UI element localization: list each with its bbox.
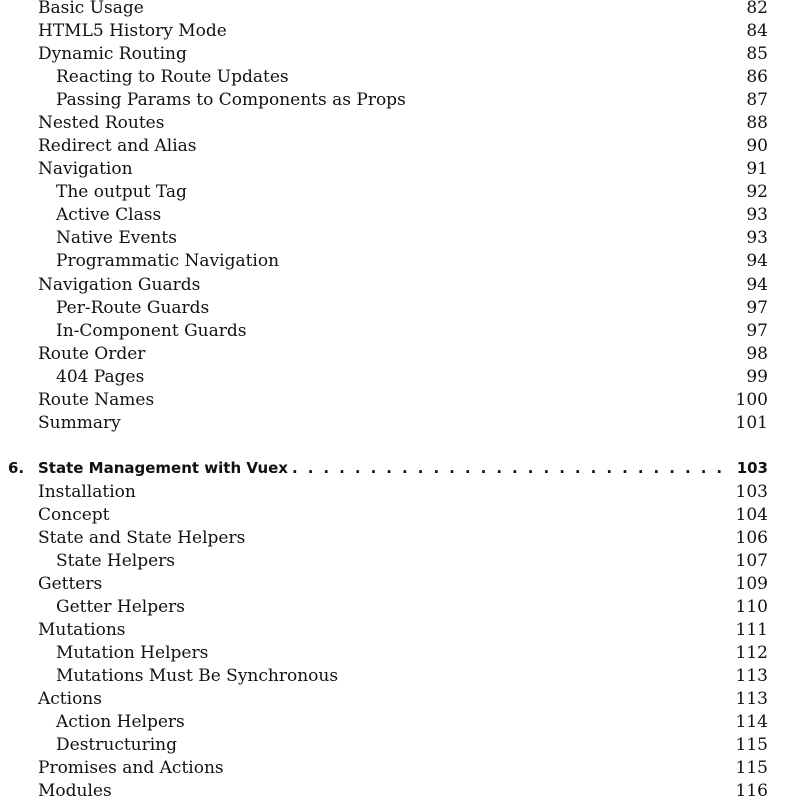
toc-entry-page: 88 bbox=[746, 113, 768, 133]
toc-entry-title: Mutations Must Be Synchronous bbox=[56, 666, 339, 686]
toc-subentry[interactable] bbox=[56, 250, 768, 273]
toc-entry-page: 82 bbox=[746, 0, 768, 18]
toc-entry-page: 85 bbox=[746, 44, 768, 64]
toc-entry-page: 107 bbox=[735, 551, 768, 571]
toc-entry[interactable] bbox=[38, 43, 768, 66]
toc-subentry[interactable] bbox=[56, 734, 768, 757]
toc-entry-title: Action Helpers bbox=[56, 712, 185, 732]
toc-entry-title: 404 Pages bbox=[56, 367, 145, 387]
toc-entry-title: Navigation bbox=[38, 159, 133, 179]
toc-entry-title: Per-Route Guards bbox=[56, 298, 210, 318]
toc-entry-page: 97 bbox=[746, 298, 768, 318]
toc-subentry[interactable] bbox=[56, 227, 768, 250]
toc-entry-title: Redirect and Alias bbox=[38, 136, 197, 156]
toc-entry-title: State Helpers bbox=[56, 551, 176, 571]
toc-entry-page: 101 bbox=[735, 413, 768, 433]
toc-entry-title: HTML5 History Mode bbox=[38, 21, 227, 41]
toc-entry-title: Navigation Guards bbox=[38, 275, 201, 295]
toc-entry-title: State and State Helpers bbox=[38, 528, 246, 548]
toc-entry-title: Mutations bbox=[38, 620, 126, 640]
toc-entry[interactable] bbox=[38, 688, 768, 711]
toc-entry[interactable] bbox=[38, 158, 768, 181]
chapter-heading[interactable] bbox=[8, 456, 768, 480]
toc-entry-title: Dynamic Routing bbox=[38, 44, 187, 64]
toc-entry-title: Modules bbox=[38, 781, 112, 801]
toc-entry[interactable] bbox=[38, 412, 768, 435]
toc-entry[interactable] bbox=[38, 0, 768, 20]
dot-leader bbox=[292, 456, 733, 480]
toc-subentry[interactable] bbox=[56, 66, 768, 89]
toc-entry-page: 113 bbox=[735, 666, 768, 686]
toc-subentry[interactable] bbox=[56, 366, 768, 389]
toc-entry-page: 106 bbox=[735, 528, 768, 548]
toc-entry-title: Programmatic Navigation bbox=[56, 251, 280, 271]
toc-entry[interactable] bbox=[38, 757, 768, 780]
chapter-page: 103 bbox=[736, 459, 768, 477]
toc-subentry[interactable] bbox=[56, 711, 768, 734]
toc-entry-page: 109 bbox=[735, 574, 768, 594]
toc-subentry[interactable] bbox=[56, 204, 768, 227]
toc-entry-page: 84 bbox=[746, 21, 768, 41]
toc-entry-page: 115 bbox=[735, 735, 768, 755]
toc-entry-title: Reacting to Route Updates bbox=[56, 67, 289, 87]
toc-entry-title: Mutation Helpers bbox=[56, 643, 209, 663]
toc-entry-page: 112 bbox=[735, 643, 768, 663]
toc-entry-title: Active Class bbox=[56, 205, 162, 225]
toc-entry-page: 103 bbox=[735, 482, 768, 502]
toc-entry-title: Installation bbox=[38, 482, 136, 502]
toc-entry[interactable] bbox=[38, 135, 768, 158]
toc-entry-page: 111 bbox=[735, 620, 768, 640]
toc-entry-page: 93 bbox=[746, 205, 768, 225]
toc-entry-title: The output Tag bbox=[56, 182, 187, 202]
toc-entry-page: 110 bbox=[735, 597, 768, 617]
toc-entry-page: 115 bbox=[735, 758, 768, 778]
toc-subentry[interactable] bbox=[56, 89, 768, 112]
toc-entry[interactable] bbox=[38, 527, 768, 550]
toc-entry-page: 94 bbox=[746, 251, 768, 271]
toc-entry-title: Route Names bbox=[38, 390, 155, 410]
toc-subentry[interactable] bbox=[56, 320, 768, 343]
toc-entry[interactable] bbox=[38, 573, 768, 596]
toc-entry[interactable] bbox=[38, 389, 768, 412]
toc-entry-title: Concept bbox=[38, 505, 110, 525]
toc-subentry[interactable] bbox=[56, 550, 768, 573]
toc-entry-title: Actions bbox=[38, 689, 102, 709]
toc-entry-title: In-Component Guards bbox=[56, 321, 247, 341]
toc-entry-page: 91 bbox=[746, 159, 768, 179]
toc-entry-title: Native Events bbox=[56, 228, 177, 248]
toc-entry-page: 113 bbox=[735, 689, 768, 709]
toc-entry-page: 116 bbox=[735, 781, 768, 801]
toc-entry[interactable] bbox=[38, 112, 768, 135]
toc-entry-page: 97 bbox=[746, 321, 768, 341]
toc-entry-page: 86 bbox=[746, 67, 768, 87]
toc-entry-page: 99 bbox=[746, 367, 768, 387]
toc-entry-title: Nested Routes bbox=[38, 113, 165, 133]
toc-entry-title: Getter Helpers bbox=[56, 597, 186, 617]
toc-entry[interactable] bbox=[38, 504, 768, 527]
toc-entry-page: 114 bbox=[735, 712, 768, 732]
toc-entry-page: 98 bbox=[746, 344, 768, 364]
toc-entry-title: Passing Params to Components as Props bbox=[56, 90, 406, 110]
toc-subentry[interactable] bbox=[56, 665, 768, 688]
toc-subentry[interactable] bbox=[56, 181, 768, 204]
toc-entry-page: 94 bbox=[746, 275, 768, 295]
toc-subentry[interactable] bbox=[56, 596, 768, 619]
toc-entry-page: 93 bbox=[746, 228, 768, 248]
toc-entry-page: 87 bbox=[746, 90, 768, 110]
toc-entry-page: 104 bbox=[735, 505, 768, 525]
chapter-number: 6. bbox=[8, 459, 25, 477]
toc-entry-title: Promises and Actions bbox=[38, 758, 224, 778]
toc-entry-page: 90 bbox=[746, 136, 768, 156]
toc-entry-title: Route Order bbox=[38, 344, 146, 364]
toc-subentry[interactable] bbox=[56, 297, 768, 320]
toc-entry[interactable] bbox=[38, 20, 768, 43]
toc-entry-title: Getters bbox=[38, 574, 103, 594]
toc-entry-title: Basic Usage bbox=[38, 0, 144, 18]
toc-entry-title: Destructuring bbox=[56, 735, 178, 755]
toc-entry-page: 100 bbox=[735, 390, 768, 410]
toc-entry[interactable] bbox=[38, 343, 768, 366]
toc-subentry[interactable] bbox=[56, 642, 768, 665]
toc-entry[interactable] bbox=[38, 274, 768, 297]
toc-entry-title: Summary bbox=[38, 413, 121, 433]
toc-entry-page: 92 bbox=[746, 182, 768, 202]
toc-entry[interactable] bbox=[38, 481, 768, 504]
chapter-title: State Management with Vuex bbox=[38, 459, 288, 477]
toc-entry[interactable] bbox=[38, 619, 768, 642]
